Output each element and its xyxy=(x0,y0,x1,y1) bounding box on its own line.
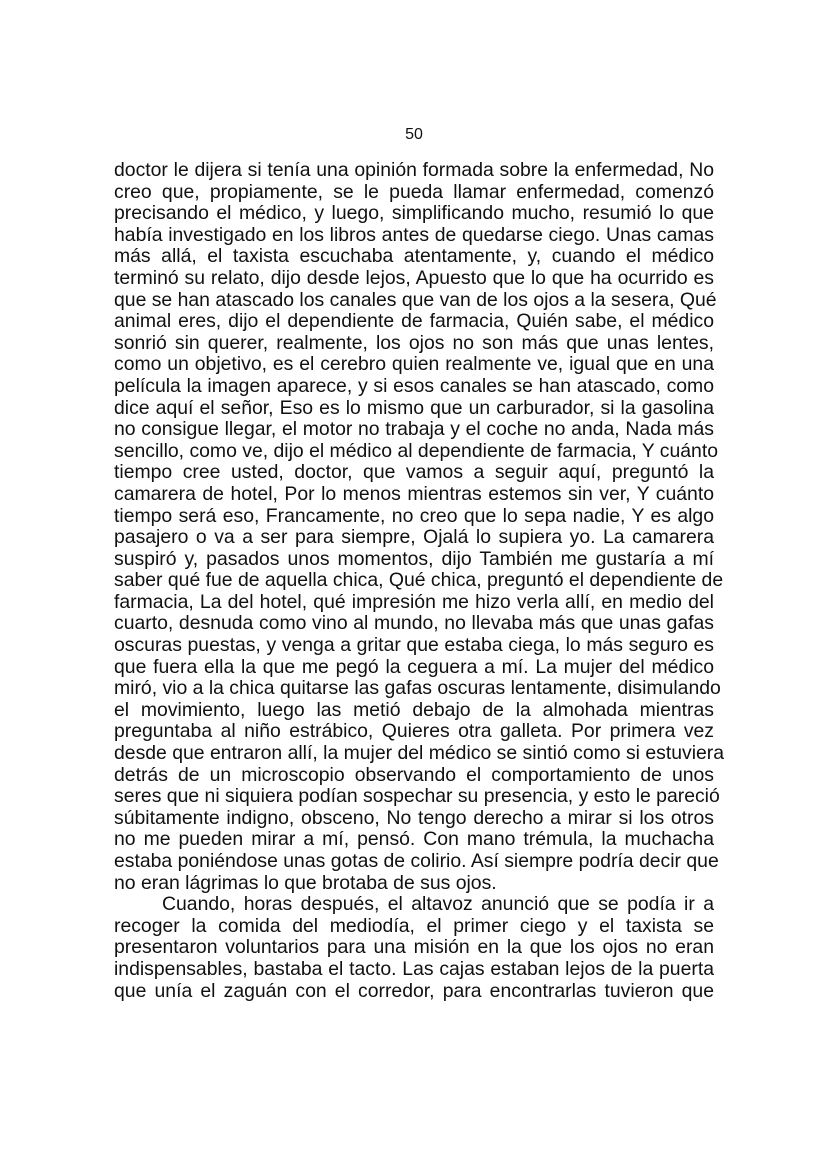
text-line: animal eres, dijo el dependiente de farmacia, Quién sabe, el médico xyxy=(114,310,714,333)
text-line: estaba poniéndose unas gotas de colirio. Así siempre podría decir que xyxy=(114,850,719,872)
text-line: recoger la comida del mediodía, el primer ciego y el taxista se xyxy=(114,914,714,937)
text-line: oscuras puestas, y venga a gritar que estaba ciega, lo más seguro es xyxy=(114,634,714,657)
text-line: dice aquí el señor, Eso es lo mismo que un carburador, si la gasolina xyxy=(114,396,714,419)
page-number: 50 xyxy=(405,126,423,143)
text-line: que unía el zaguán con el corredor, para encontrarlas tuvieron que xyxy=(114,979,714,1002)
text-line: Cuando, horas después, el altavoz anunció que se podía ir a xyxy=(162,893,714,916)
text-line: desde que entraron allí, la mujer del médico se sintió como si estuviera xyxy=(114,742,725,765)
text-line: sonrió sin querer, realmente, los ojos no son más que unas lentes, xyxy=(114,331,714,354)
text-line: terminó su relato, dijo desde lejos, Apuesto que lo que ha ocurrido es xyxy=(114,266,714,289)
text-line: había investigado en los libros antes de quedarse ciego. Unas camas xyxy=(114,223,714,246)
text-line: como un objetivo, es el cerebro quien realmente ve, igual que en una xyxy=(114,353,714,376)
text-line: película la imagen aparece, y si esos canales se han atascado, como xyxy=(114,374,714,397)
text-line: creo que, propiamente, se le pueda llamar enfermedad, comenzó xyxy=(114,180,714,203)
text-line: que se han atascado los canales que van de los ojos a la sesera, Qué xyxy=(114,288,717,311)
text-line: no consigue llegar, el motor no trabaja y el coche no anda, Nada más xyxy=(114,418,714,441)
text-line: no eran lágrimas lo que brotaba de sus ojos. xyxy=(114,871,497,894)
text-line: camarera de hotel, Por lo menos mientras estemos sin ver, Y cuánto xyxy=(114,482,714,505)
text-line: suspiró y, pasados unos momentos, dijo También me gustaría a mí xyxy=(114,547,714,570)
text-line: el movimiento, luego las metió debajo de la almohada mientras xyxy=(114,698,714,721)
text-line: tiempo cree usted, doctor, que vamos a seguir aquí, preguntó la xyxy=(114,461,714,484)
text-line: detrás de un microscopio observando el comportamiento de unos xyxy=(114,763,714,786)
text-line: farmacia, La del hotel, qué impresión me hizo verla allí, en medio del xyxy=(114,590,714,613)
text-line: tiempo será eso, Francamente, no creo que lo sepa nadie, Y es algo xyxy=(114,504,714,527)
body-text xyxy=(114,159,725,1002)
text-line: indispensables, bastaba el tacto. Las cajas estaban lejos de la puerta xyxy=(114,957,714,980)
text-line: cuarto, desnuda como vino al mundo, no llevaba más que unas gafas xyxy=(114,612,714,635)
text-line: miró, vio a la chica quitarse las gafas oscuras lentamente, disimulando xyxy=(114,677,721,700)
text-line: preguntaba al niño estrábico, Quieres otra galleta. Por primera vez xyxy=(114,720,714,743)
text-line: sencillo, como ve, dijo el médico al dependiente de farmacia, Y cuánto xyxy=(114,439,718,462)
text-line: pasajero o va a ser para siempre, Ojalá lo supiera yo. La camarera xyxy=(114,526,714,549)
text-line: seres que ni siquiera podían sospechar su presencia, y esto le pareció xyxy=(114,785,720,808)
text-line: precisando el médico, y luego, simplificando mucho, resumió lo que xyxy=(114,202,714,225)
text-line: doctor le dijera si tenía una opinión formada sobre la enfermedad, No xyxy=(114,159,714,181)
text-line: no me pueden mirar a mí, pensó. Con mano trémula, la muchacha xyxy=(114,828,714,851)
text-line: presentaron voluntarios para una misión en la que los ojos no eran xyxy=(114,936,714,959)
text-line: que fuera ella la que me pegó la ceguera a mí. La mujer del médico xyxy=(114,655,714,678)
text-line: súbitamente indigno, obsceno, No tengo derecho a mirar si los otros xyxy=(114,806,714,829)
text-line: más allá, el taxista escuchaba atentamente, y, cuando el médico xyxy=(114,245,714,268)
text-line: saber qué fue de aquella chica, Qué chica, preguntó el dependiente de xyxy=(114,569,724,592)
